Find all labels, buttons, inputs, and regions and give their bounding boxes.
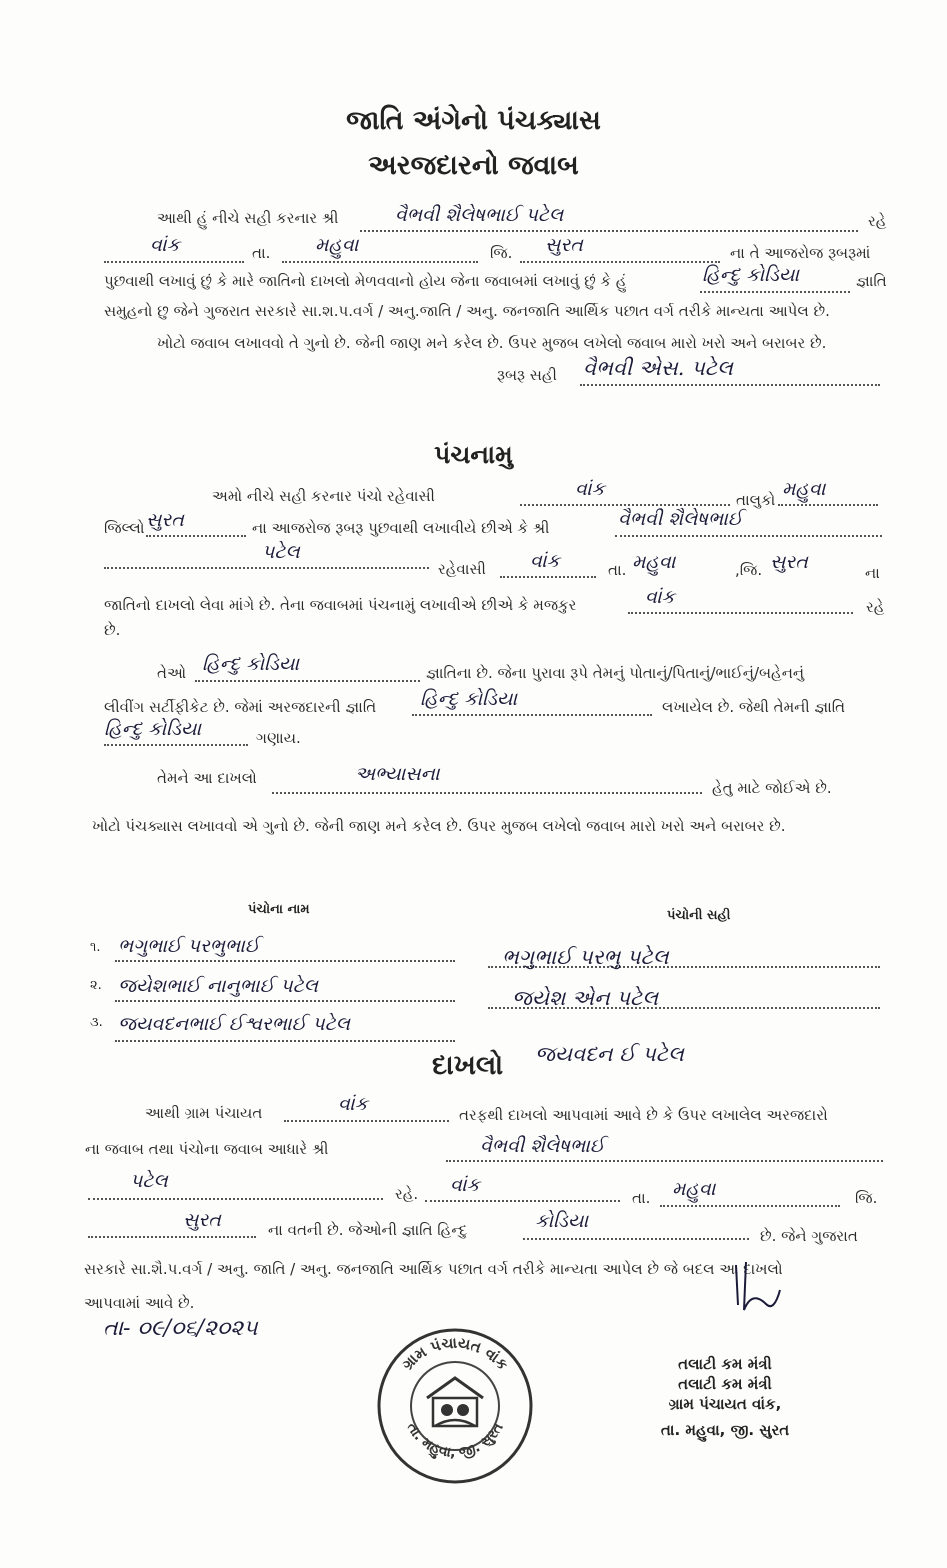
panchnama-caste-handwriting: હિન્દુ કોડિયા	[202, 653, 300, 675]
panchnama-residence-handwriting: વાંક	[530, 550, 560, 572]
certificate-taluka-handwriting: મહુવા	[672, 1178, 716, 1200]
officer-address: તા. મહુવા, જી. સુરત	[660, 1421, 790, 1439]
applicant-line4-text: સમુહનો છુ જેને ગુજરાત સરકારે સા.શ.પ.વર્ગ / અનુ.જાતિ / અનુ. જનજાતિ આર્થિક પછાત વર્ગ તરીકે માન્યતા આપેલ છે.	[104, 302, 830, 320]
panchnama-residence-label: રહેવાસી	[438, 560, 486, 578]
officer-initials-scribble	[728, 1260, 788, 1320]
panch-row2-signature: જયેશ એન પટેલ	[512, 986, 659, 1010]
panchnama-district-handwriting: સુરત	[146, 509, 184, 531]
applicant-district-handwriting: સુરત	[545, 234, 583, 256]
stamp-bottom-text: તા. મહુવા, જી. સુરત	[403, 1420, 507, 1462]
officer-designation-1: તલાટી કમ મંત્રી	[678, 1355, 772, 1373]
applicant-signature: વૈભવી એસ. પટેલ	[583, 356, 733, 380]
panchnama-district-label: જિલ્લો	[104, 519, 145, 537]
applicant-line1-text: આથી હું નીચે સહી કરનાર શ્રી	[157, 209, 339, 227]
applicant-village-handwriting: વાંક	[150, 234, 180, 256]
applicant-name-handwriting: વૈભવી શૈલેષભાઈ પટેલ	[395, 204, 564, 226]
panchnama-purpose-blank	[272, 772, 702, 794]
panchnama-line6-end: જ્ઞાતિના છે. જેના પુરાવા રૂપે તેમનું પોતાનું/પિતાનું/ભાઈનું/બહેનનું	[426, 664, 805, 682]
panchnama-village-handwriting: વાંક	[575, 478, 605, 500]
panchnama-surname-handwriting: પટેલ	[262, 541, 300, 563]
panchnama-line9-end: હેતુ માટે જોઈએ છે.	[712, 779, 832, 797]
panchnama-taluka2-label: તા.	[608, 561, 627, 579]
panchnama-district2-handwriting: સુરત	[770, 551, 808, 573]
applicant-line5-text: ખોટો જવાબ લખાવવો તે ગુનો છે. જેની જાણ મને કરેલ છે. ઉપર મુજબ લખેલો જવાબ મારો ખરો અને બરાબર છે.	[157, 334, 827, 352]
panchnama-name-handwriting: વૈભવી શૈલેષભાઈ	[618, 508, 743, 530]
panch-row2-num: ૨.	[90, 978, 102, 993]
document-subtitle: અરજદારનો જવાબ	[368, 150, 579, 181]
panchnama-line7-text: લીવીંગ સર્ટીફીકેટ છે. જેમાં અરજદારની જ્ઞાતિ	[104, 698, 377, 716]
panch-names-header: પંચોના નામ	[248, 902, 310, 917]
certificate-residence-label: રહે.	[395, 1185, 419, 1203]
panch-row2-name: જયેશભાઈ નાનુભાઈ પટેલ	[118, 975, 319, 997]
certificate-line2-text: ના જવાબ તથા પંચોના જવાબ આધારે શ્રી	[85, 1140, 329, 1158]
panchnama-line4-end: રહે	[866, 598, 885, 616]
panchnama-line9-text: તેમને આ દાખલો	[157, 769, 257, 787]
certificate-surname-handwriting: પટેલ	[130, 1170, 168, 1192]
panchnama-heading: પંચનામુ	[434, 440, 513, 469]
panchnama-taluka-handwriting: મહુવા	[782, 478, 826, 500]
panchnama-village-blank	[520, 484, 730, 506]
certificate-residence-handwriting: વાંક	[450, 1174, 480, 1196]
panchnama-caste2-handwriting: હિન્દુ કોડિયા	[420, 688, 518, 710]
panch-row1-num: ૧.	[90, 940, 101, 955]
panchnama-caste3-handwriting: હિન્દુ કોડિયા	[104, 718, 202, 740]
panchnama-line4-handwriting: વાંક	[645, 586, 675, 608]
officer-panchayat: ગ્રામ પંચાયત વાંક,	[668, 1395, 782, 1413]
certificate-district-label: જિ.	[855, 1189, 878, 1207]
panchnama-district2-label: ,જિ.	[735, 561, 763, 579]
applicant-line3-end: જ્ઞાતિ	[856, 272, 887, 290]
certificate-line1-text: આથી ગ્રામ પંચાયત	[145, 1104, 263, 1122]
panchnama-line7-end: લખાયેલ છે. જેથી તેમની જ્ઞાતિ	[662, 698, 846, 716]
panchnama-taluka-label: તાલુકો	[736, 491, 776, 509]
panchnama-line6-start: તેઓ	[157, 664, 187, 682]
certificate-heading: દાખલો	[432, 1050, 504, 1081]
applicant-line1-end: રહે	[868, 212, 887, 230]
document-title: જાતિ અંગેનો પંચક્યાસ	[346, 105, 601, 136]
certificate-district-handwriting: સુરત	[183, 1209, 221, 1231]
panchnama-line5-text: છે.	[104, 621, 121, 639]
panch-row3-num: ૩.	[90, 1015, 103, 1030]
panch-row3-signature: જયવદન ઈ પટેલ	[535, 1042, 684, 1066]
certificate-line4-text: ના વતની છે. જેઓની જ્ઞાતિ હિન્દુ	[268, 1221, 468, 1239]
panch-row3-name: જયવદનભાઈ ઈશ્વરભાઈ પટેલ	[118, 1013, 351, 1035]
applicant-taluka-blank	[282, 241, 478, 263]
officer-designation-2: તલાટી કમ મંત્રી	[678, 1375, 772, 1393]
certificate-line4-end: છે. જેને ગુજરાત	[760, 1227, 858, 1245]
certificate-date-handwriting: તા- ૦૯/૦૬/૨૦૨૫	[103, 1316, 258, 1341]
panchnama-line8-end: ગણાય.	[256, 729, 301, 747]
certificate-name-handwriting: વૈભવી શૈલેષભાઈ	[480, 1135, 605, 1157]
stamp-emblem-icon	[427, 1378, 483, 1426]
panchnama-line3-end: ના	[865, 564, 880, 582]
certificate-caste-handwriting: કોડિયા	[535, 1210, 589, 1232]
panchnama-purpose-handwriting: અભ્યાસના	[355, 763, 440, 785]
applicant-caste-handwriting: હિન્દુ કોડિયા	[702, 264, 800, 286]
panchnama-line1-text: અમો નીચે સહી કરનાર પંચો રહેવાસી	[212, 487, 435, 505]
applicant-taluka-label: તા.	[252, 244, 271, 262]
panch-row1-name: ભગુભાઈ પરભુભાઈ	[118, 935, 260, 957]
panchnama-line4-text: જાતિનો દાખલો લેવા માંગે છે. તેના જવાબમાં પંચનામું લખાવીએ છીએ કે મજકુર	[104, 596, 577, 614]
panch-row1-signature: ભગુભાઈ પરભુ પટેલ	[502, 945, 669, 969]
certificate-line6-text: આપવામાં આવે છે.	[84, 1294, 195, 1312]
applicant-line3-text: પુછવાથી લખાવું છું કે મારે જાતિનો દાખલો મેળવવાનો હોય જેના જવાબમાં લખાવું છું કે હું	[104, 272, 627, 290]
applicant-taluka-handwriting: મહુવા	[315, 234, 359, 256]
stamp-top-text: ગ્રામ પંચાયત વાંક	[398, 1333, 512, 1374]
panch-signs-header: પંચોની સહી	[667, 908, 731, 923]
certificate-village-handwriting: વાંક	[338, 1093, 368, 1115]
applicant-sign-label: રૂબરૂ સહી	[497, 366, 557, 384]
certificate-line5-text: સરકારે સા.શૈ.પ.વર્ગ / અનુ. જાતિ / અનુ. જનજાતિ આર્થિક પછાત વર્ગ તરીકે માન્યતા આપેલ છે જે બદલ આ દાખલો	[84, 1260, 783, 1278]
certificate-line1-end: તરફથી દાખલો આપવામાં આવે છે કે ઉપર લખાલેલ અરજદારો	[459, 1106, 828, 1124]
applicant-district-label: જિ.	[490, 244, 513, 262]
panchnama-line10-text: ખોટો પંચક્યાસ લખાવવો એ ગુનો છે. જેની જાણ મને કરેલ છે. ઉપર મુજબ લખેલો જવાબ મારો ખરો અને બરાબર છે.	[92, 817, 786, 835]
panchnama-line2-text: ના આજરોજ રૂબરૂ પુછવાથી લખાવીયે છીએ કે શ્રી	[252, 519, 550, 537]
certificate-taluka-label: તા.	[632, 1189, 651, 1207]
gram-panchayat-stamp	[375, 1326, 535, 1486]
applicant-line2-end: ના તે આજરોજ રૂબરૂમાં	[730, 244, 871, 262]
certificate-district-blank	[88, 1216, 256, 1238]
panchnama-taluka2-handwriting: મહુવા	[632, 551, 676, 573]
